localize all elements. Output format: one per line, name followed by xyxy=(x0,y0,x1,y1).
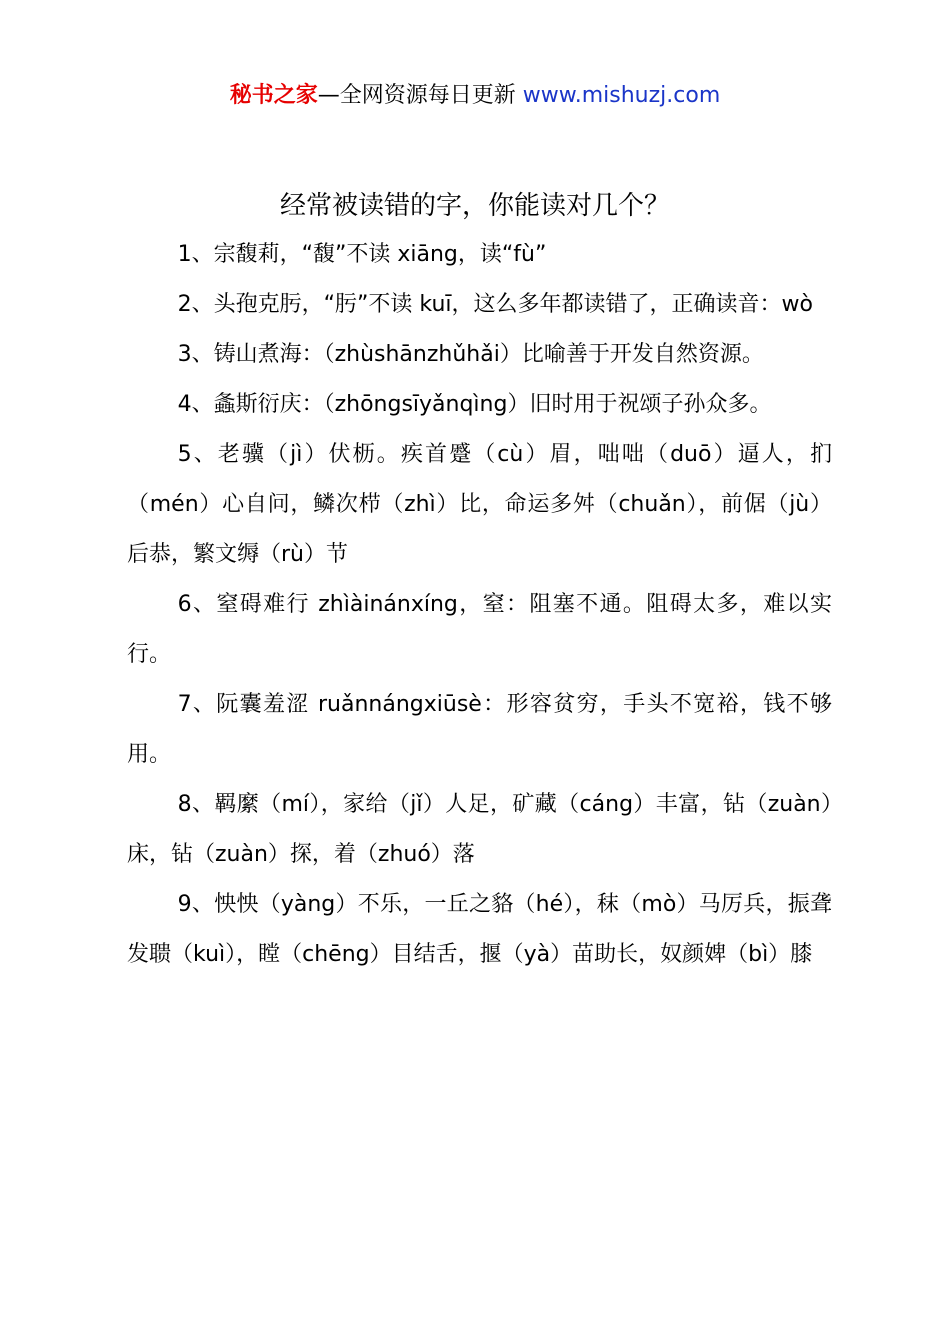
paragraph-4: 4、螽斯衍庆：（zhōngsīyǎnqìng）旧时用于祝颂子孙众多。 xyxy=(177,392,772,417)
paragraph-9: 9、怏怏（yàng）不乐，一丘之貉（hé），秣（mò）马厉兵，振聋发聩（kuì），瞠（chēng）目结舌，揠（yà）苗助长，奴颜婢（bì）膝 xyxy=(127,892,832,967)
paragraph-3: 3、铸山煮海：（zhùshānzhǔhǎi）比喻善于开发自然资源。 xyxy=(177,342,764,367)
document-body xyxy=(127,230,832,980)
paragraph-6: 6、窒碍难行 zhìàinánxíng，窒：阻塞不通。阻碍太多，难以实行。 xyxy=(127,592,832,667)
site-url-link[interactable]: www.mishuzj.com xyxy=(522,83,721,108)
paragraph-2: 2、头孢克肟，“肟”不读 kuī，这么多年都读错了，正确读音：wò xyxy=(177,292,813,317)
document-title: 经常被读错的字，你能读对几个？ xyxy=(279,191,670,221)
site-brand: 秘书之家 xyxy=(229,83,318,108)
site-slogan: —全网资源每日更新 xyxy=(317,83,523,108)
paragraph-8: 8、羁縻（mí），家给（jǐ）人足，矿藏（cáng）丰富，钻（zuàn）床，钻（zuàn）探，着（zhuó）落 xyxy=(127,792,832,867)
paragraph-1: 1、宗馥莉，“馥”不读 xiāng，读“fù” xyxy=(177,242,547,267)
paragraph-5: 5、老骥（jì）伏枥。疾首蹙（cù）眉，咄咄（duō）逼人，扪（mén）心自问，鳞次栉（zhì）比，命运多舛（chuǎn），前倨（jù）后恭，繁文缛（rù）节 xyxy=(127,442,832,567)
site-header xyxy=(0,80,950,112)
paragraph-7: 7、阮囊羞涩 ruǎnnángxiūsè：形容贫穷，手头不宽裕，钱不够用。 xyxy=(127,692,832,767)
